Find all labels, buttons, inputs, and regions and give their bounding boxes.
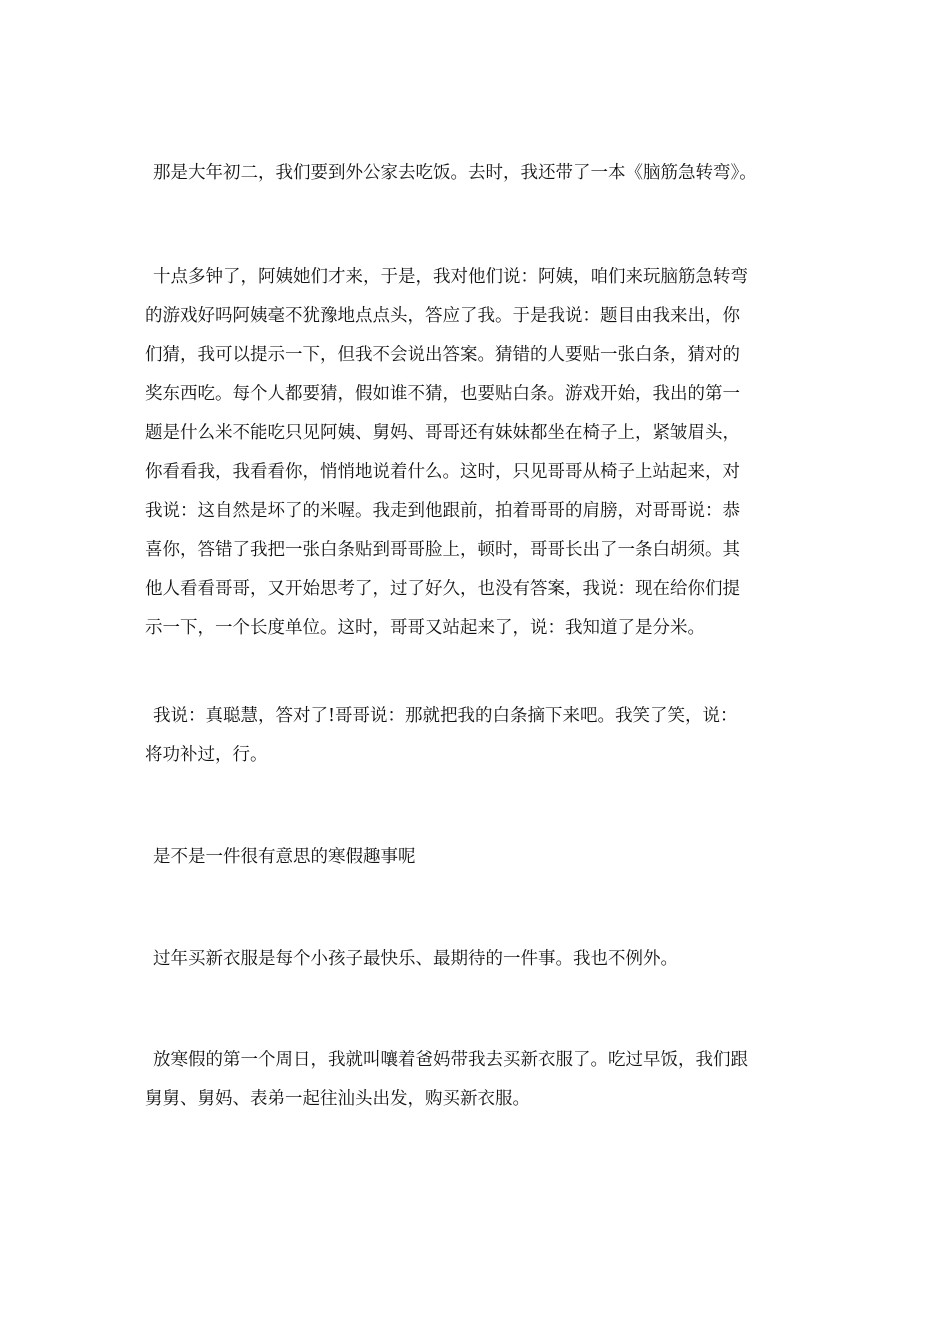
text-line: 们猜，我可以提示一下，但我不会说出答案。猜错的人要贴一张白条，猜对的 [145,345,740,365]
text-line: 过年买新衣服是每个小孩子最快乐、最期待的一件事。我也不例外。 [153,949,678,969]
text-line: 舅舅、舅妈、表弟一起往汕头出发，购买新衣服。 [145,1089,530,1109]
text-line: 将功补过，行。 [145,745,268,765]
text-line: 的游戏好吗阿姨毫不犹豫地点点头，答应了我。于是我说：题目由我来出，你 [145,306,740,326]
text-line: 我说：真聪慧，答对了!哥哥说：那就把我的白条摘下来吧。我笑了笑，说： [153,706,738,726]
paragraph-5 [145,940,678,979]
text-line: 我说：这自然是坏了的米喔。我走到他跟前，拍着哥哥的肩膀，对哥哥说：恭 [145,501,740,521]
text-line: 题是什么米不能吃只见阿姨、舅妈、哥哥还有妹妹都坐在椅子上，紧皱眉头， [145,423,740,443]
text-line: 放寒假的第一个周日，我就叫嚷着爸妈带我去买新衣服了。吃过早饭，我们跟 [153,1050,748,1070]
text-line: 十点多钟了，阿姨她们才来，于是，我对他们说：阿姨，咱们来玩脑筋急转弯 [153,267,748,287]
text-line: 喜你，答错了我把一张白条贴到哥哥脸上，顿时，哥哥长出了一条白胡须。其 [145,540,740,560]
text-line: 他人看看哥哥，又开始思考了，过了好久，也没有答案，我说：现在给你们提 [145,579,740,599]
paragraph-2 [145,258,748,648]
paragraph-3 [145,697,738,775]
text-line: 是不是一件很有意思的寒假趣事呢 [153,847,416,867]
paragraph-6 [145,1041,748,1119]
text-line: 那是大年初二，我们要到外公家去吃饭。去时，我还带了一本《脑筋急转弯》。 [153,163,757,183]
text-line: 奖东西吃。每个人都要猜，假如谁不猜，也要贴白条。游戏开始，我出的第一 [145,384,740,404]
paragraph-4 [145,838,416,877]
paragraph-1 [145,154,757,193]
text-line: 示一下，一个长度单位。这时，哥哥又站起来了，说：我知道了是分米。 [145,618,705,638]
text-line: 你看看我，我看看你，悄悄地说着什么。这时，只见哥哥从椅子上站起来，对 [145,462,740,482]
